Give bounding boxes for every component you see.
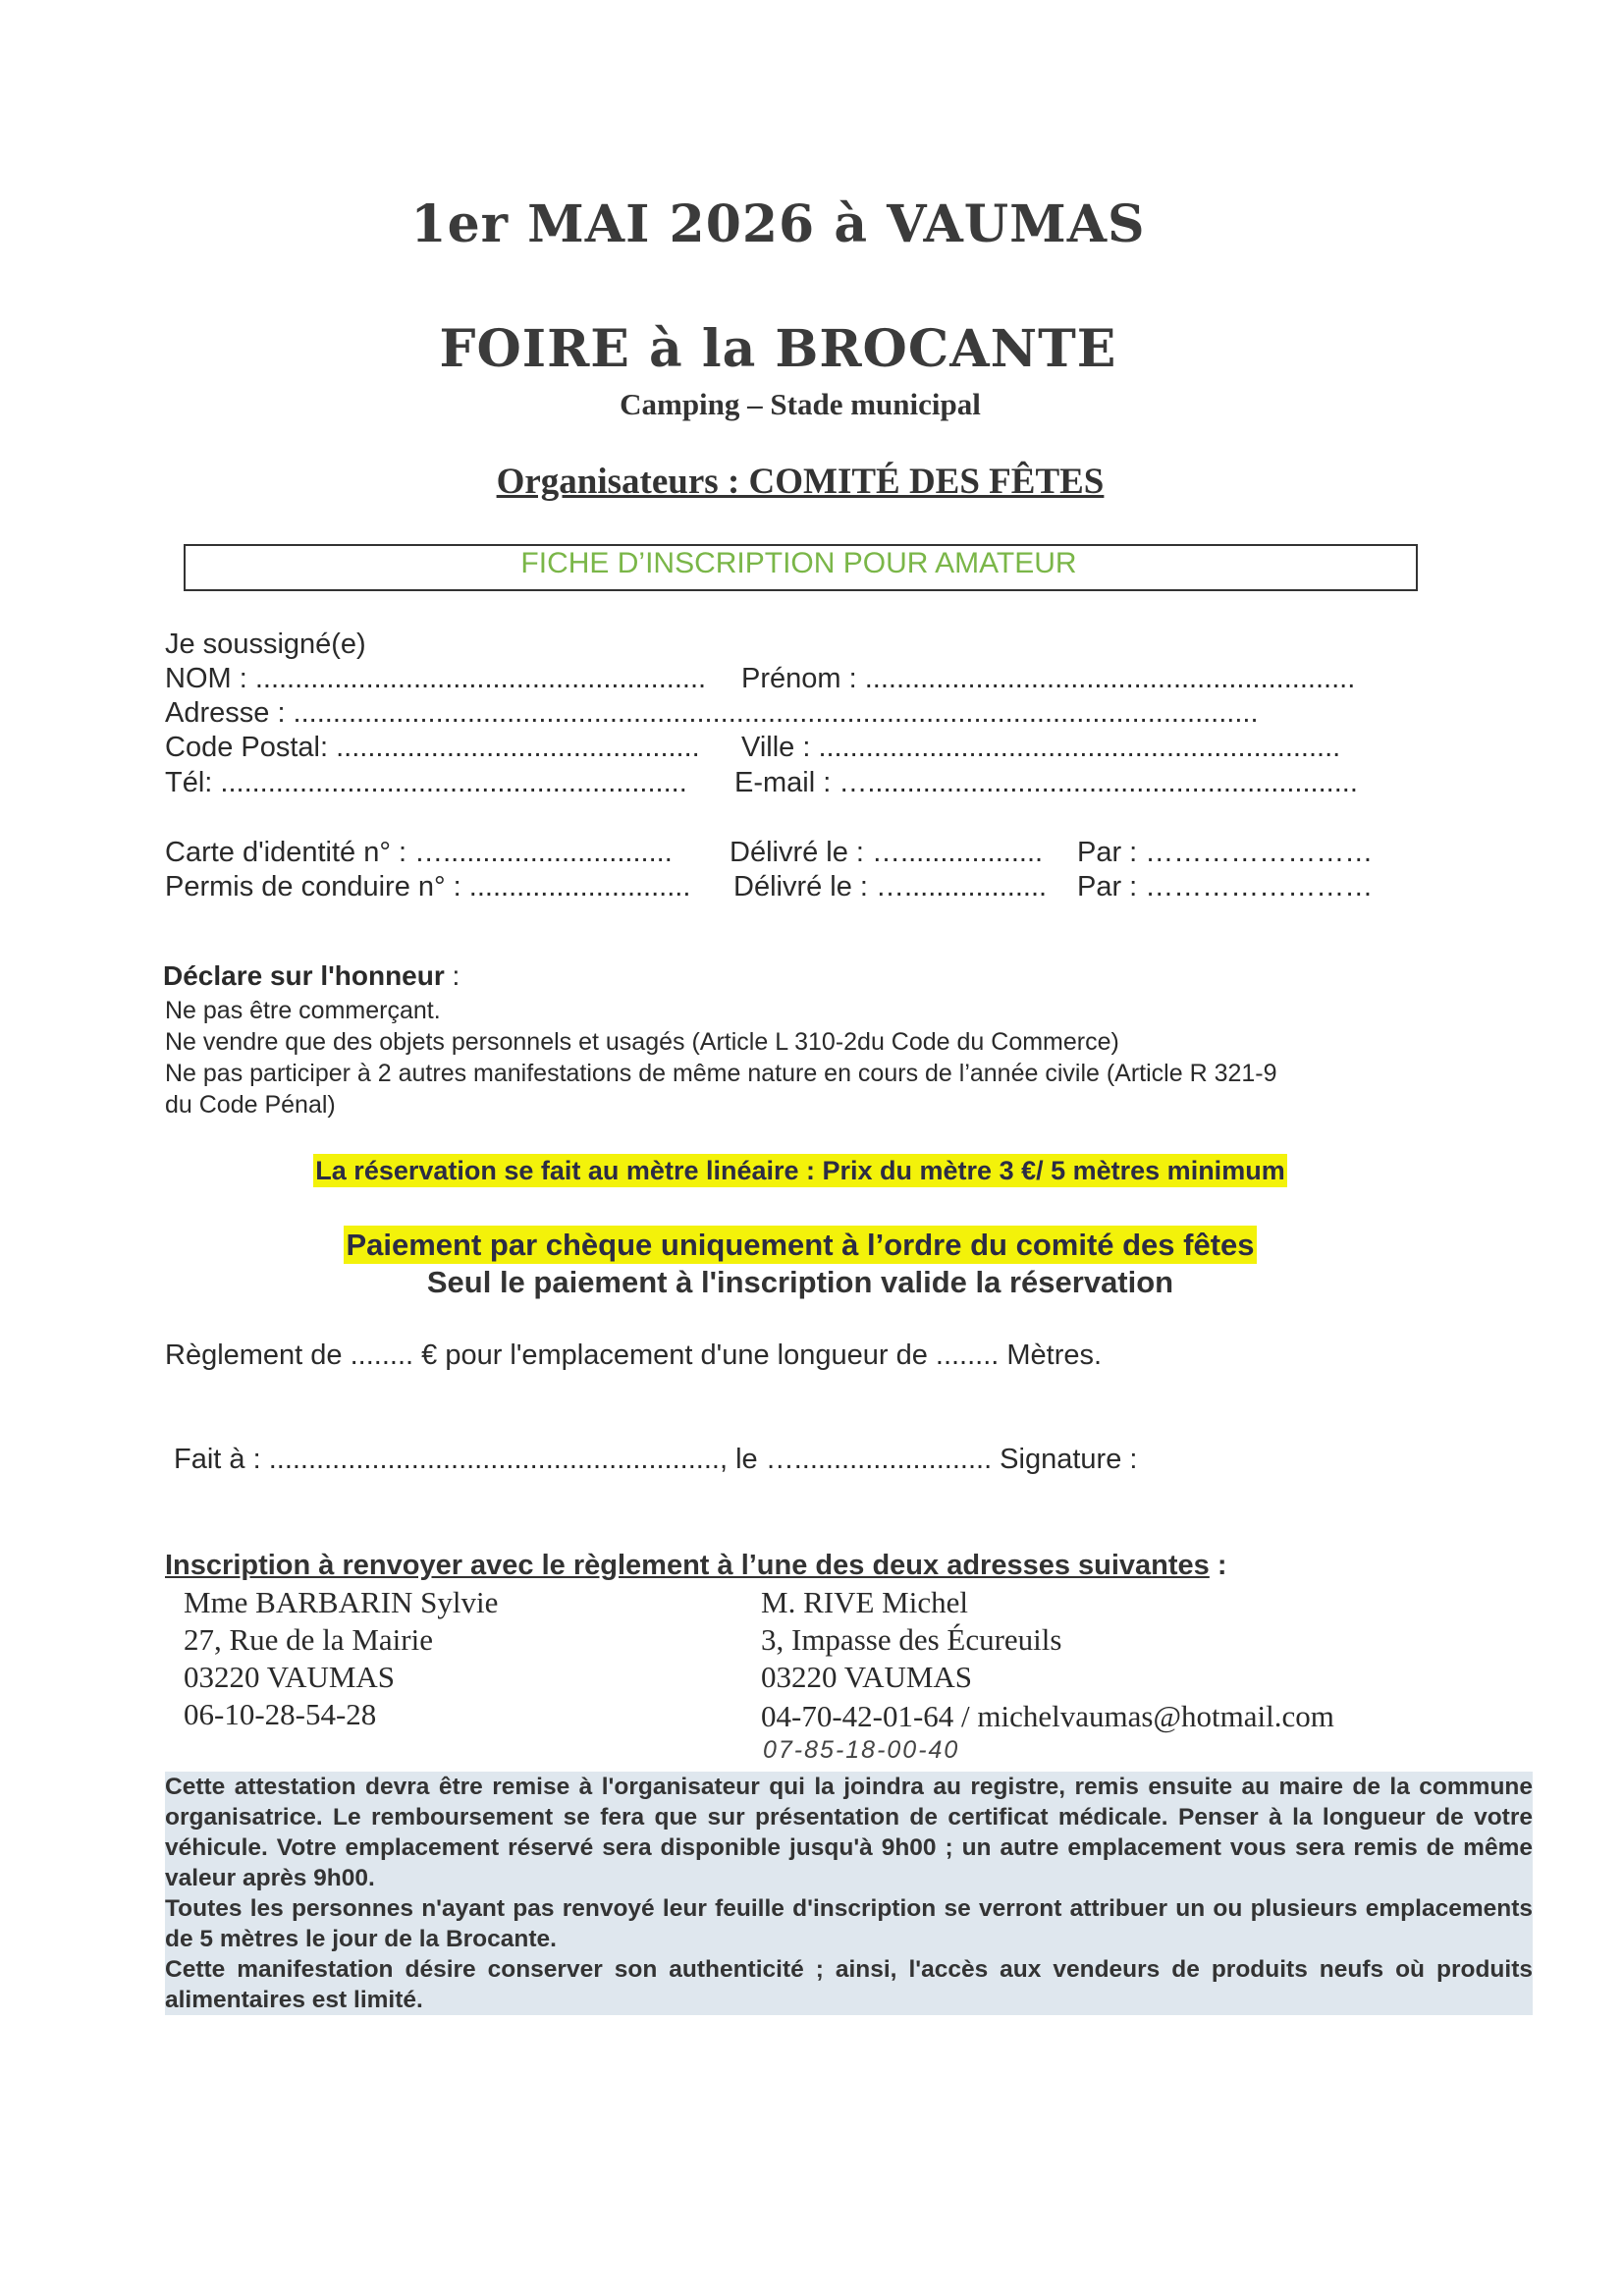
tel-field[interactable]: Tél: ........................................................... bbox=[165, 767, 687, 798]
note-paragraph: Cette attestation devra être remise à l'organisateur qui la joindra au registre, remis ensuite au maire de la commune organisatrice. Le remboursement se fera que sur présentation de certificat médicale. Penser à la longueur de votre véhicule. Votre emplacement réservé sera disponible jusqu'à 9h00 ; un autre emplacement vous sera remis de même valeur après 9h00. bbox=[165, 1774, 1533, 1891]
note-paragraph: Cette manifestation désire conserver son authenticité ; ainsi, l'accès aux vendeurs de produits neufs où produits alimentaires est limité. bbox=[165, 1956, 1533, 2013]
carte-par-field[interactable]: Par : …………………… bbox=[1077, 837, 1374, 868]
location-subtitle: Camping – Stade municipal bbox=[620, 387, 981, 421]
contact-left-name: Mme BARBARIN Sylvie bbox=[184, 1585, 499, 1619]
signature-line[interactable]: Fait à : ........................................................., le …......................... Signature : bbox=[174, 1444, 1138, 1475]
contact-left-city: 03220 VAUMAS bbox=[184, 1660, 396, 1694]
permis-delivre-field[interactable]: Délivré le : ….................. bbox=[733, 871, 1048, 902]
reservation-note-row bbox=[0, 1156, 1600, 1186]
contact-left-phone: 06-10-28-54-28 bbox=[184, 1697, 377, 1731]
declaration-heading-text: Déclare sur l'honneur bbox=[163, 960, 445, 991]
handwritten-phone: 07-85-18-00-40 bbox=[763, 1736, 960, 1764]
event-title: FOIRE à la BROCANTE bbox=[439, 319, 1117, 379]
adresse-field[interactable]: Adresse : .......................................................................................................................... bbox=[165, 697, 1259, 729]
form-title: FICHE D’INSCRIPTION POUR AMATEUR bbox=[520, 547, 1077, 579]
contact-right-name: M. RIVE Michel bbox=[761, 1585, 968, 1619]
contact-right-phone-email: 04-70-42-01-64 / michelvaumas@hotmail.com bbox=[761, 1699, 1334, 1733]
carte-identite-field[interactable]: Carte d'identité n° : …............................. bbox=[165, 837, 673, 868]
contact-right-city: 03220 VAUMAS bbox=[761, 1660, 973, 1694]
contact-left-street: 27, Rue de la Mairie bbox=[184, 1622, 433, 1657]
reservation-note: La réservation se fait au mètre linéaire : Prix du mètre 3 €/ 5 mètres minimum bbox=[315, 1156, 1285, 1185]
declaration-line: du Code Pénal) bbox=[165, 1091, 336, 1119]
permis-par-field[interactable]: Par : …………………… bbox=[1077, 871, 1374, 902]
contact-right-street: 3, Impasse des Écureuils bbox=[761, 1622, 1062, 1657]
payment-note: Paiement par chèque uniquement à l’ordre du comité des fêtes bbox=[346, 1228, 1255, 1262]
prenom-field[interactable]: Prénom : .............................................................. bbox=[741, 663, 1356, 694]
ville-field[interactable]: Ville : .................................................................. bbox=[741, 732, 1341, 763]
declaration-heading-colon: : bbox=[444, 960, 460, 991]
organizers-line: Organisateurs : COMITÉ DES FÊTES bbox=[496, 462, 1105, 502]
addresses-heading-text: Inscription à renvoyer avec le règlement à l’une des deux adresses suivantes bbox=[165, 1550, 1210, 1581]
nom-field[interactable]: NOM : ......................................................... bbox=[165, 663, 707, 694]
addresses-heading bbox=[165, 1550, 1227, 1582]
settlement-line[interactable]: Règlement de ........ € pour l'emplacement d'une longueur de ........ Mètres. bbox=[165, 1339, 1103, 1371]
validation-note: Seul le paiement à l'inscription valide la réservation bbox=[426, 1265, 1174, 1299]
code-postal-field[interactable]: Code Postal: .............................................. bbox=[165, 732, 700, 763]
declaration-line: Ne pas participer à 2 autres manifestations de même nature en cours de l’année civile (Article R 321-9 bbox=[165, 1060, 1277, 1087]
email-field[interactable]: E-mail : ….............................................................. bbox=[734, 767, 1358, 798]
carte-delivre-field[interactable]: Délivré le : ….................. bbox=[730, 837, 1044, 868]
addresses-heading-colon: : bbox=[1209, 1550, 1227, 1581]
note-paragraph: Toutes les personnes n'ayant pas renvoyé leur feuille d'inscription se verront attribuer un ou plusieurs emplacements de 5 mètres le jour de la Brocante. bbox=[165, 1895, 1533, 1952]
intro-text: Je soussigné(e) bbox=[165, 629, 366, 660]
declaration-line: Ne vendre que des objets personnels et usagés (Article L 310-2du Code du Commerce) bbox=[165, 1028, 1119, 1056]
payment-note-row bbox=[0, 1228, 1600, 1263]
permis-field[interactable]: Permis de conduire n° : ............................ bbox=[165, 871, 691, 902]
declaration-heading bbox=[163, 960, 460, 992]
date-title: 1er MAI 2026 à VAUMAS bbox=[410, 194, 1146, 254]
declaration-line: Ne pas être commerçant. bbox=[165, 997, 441, 1024]
